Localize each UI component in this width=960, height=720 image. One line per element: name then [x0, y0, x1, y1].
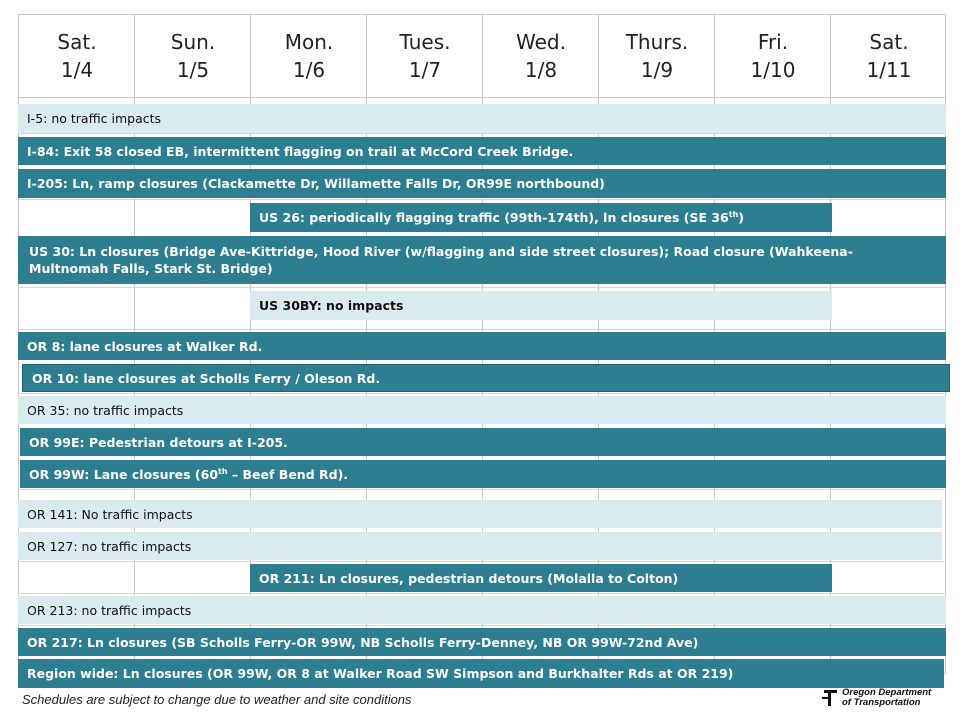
day-name: Wed. [516, 30, 566, 54]
day-date: 1/4 [60, 58, 94, 82]
row-divider [18, 625, 946, 626]
day-date: 1/5 [176, 58, 210, 82]
impact-text: I-84: Exit 58 closed EB, intermittent flagging on trail at McCord Creek Bridge. [27, 143, 574, 159]
impact-text: Region wide: Ln closures (OR 99W, OR 8 at Walker Road SW Simpson and Burkhalter Rds at OR 219) [27, 666, 734, 681]
day-header [19, 15, 135, 97]
row-divider [18, 561, 946, 562]
logo-line-1: Oregon Department [842, 687, 932, 698]
superscript: th [728, 209, 739, 219]
impact-text [259, 209, 744, 226]
odot-logo-icon [822, 689, 838, 707]
impact-text: US 30: Ln closures (Bridge Ave-Kittridge, Hood River (w/flagging and side street closures); Road closure (Wahkeena-Multnomah Falls, Stark St. Bridge) [29, 244, 853, 276]
impact-text: OR 99E: Pedestrian detours at I-205. [29, 434, 288, 450]
impact-bar-or99w [20, 460, 946, 488]
day-name: Tues. [399, 30, 451, 54]
row-divider [18, 329, 946, 330]
impact-bar-or141 [18, 500, 942, 528]
day-date: 1/10 [750, 58, 796, 82]
day-date: 1/7 [408, 58, 442, 82]
row-divider [18, 593, 946, 594]
impact-text-main: US 26: periodically flagging traffic (99th-174th), ln closures (SE 36 [259, 210, 729, 225]
impact-text: OR 141: No traffic impacts [27, 506, 193, 522]
day-header [599, 15, 715, 97]
impact-bar-or217 [18, 628, 946, 656]
odot-logo-text [842, 688, 931, 708]
impact-bar-region-wide [18, 659, 944, 688]
impact-bar-or127 [18, 532, 942, 560]
impact-text: OR 8: lane closures at Walker Rd. [27, 338, 263, 354]
impact-bar-or99e [20, 428, 946, 456]
impact-bar-us30 [18, 236, 946, 284]
impact-text: OR 211: Ln closures, pedestrian detours (Molalla to Colton) [259, 570, 679, 586]
day-name: Thurs. [625, 30, 689, 54]
day-header [831, 15, 947, 97]
day-header [483, 15, 599, 97]
impact-bar-or8 [18, 332, 946, 360]
impact-text: OR 10: lane closures at Scholls Ferry / Oleson Rd. [32, 370, 381, 386]
impact-bar-i5 [18, 104, 946, 133]
impact-bar-or213 [18, 596, 946, 624]
odot-logo [822, 688, 931, 708]
row-divider [18, 489, 946, 490]
day-name: Sat. [869, 30, 909, 54]
impact-bar-i84 [18, 137, 946, 165]
header-divider [19, 97, 945, 98]
impact-bar-i205 [18, 169, 946, 198]
impact-text-main: OR 99W: Lane closures (60 [29, 466, 219, 482]
day-name: Sun. [170, 30, 216, 54]
row-divider [18, 133, 946, 134]
impact-text: I-205: Ln, ramp closures (Clackamette Dr, Willamette Falls Dr, OR99E northbound) [27, 176, 605, 191]
impact-text: OR 35: no traffic impacts [27, 402, 184, 418]
day-name: Sat. [57, 30, 97, 54]
logo-line-2: of Transportation [842, 697, 921, 708]
disclaimer-text: Schedules are subject to change due to weather and site conditions [22, 692, 412, 707]
day-header [715, 15, 831, 97]
impact-bar-or211 [250, 564, 832, 592]
impact-bar-or35 [18, 396, 946, 424]
day-name: Fri. [757, 30, 789, 54]
day-name: Mon. [284, 30, 334, 54]
impact-text: I-5: no traffic impacts [27, 111, 162, 126]
impact-bar-us26 [250, 203, 832, 232]
day-date: 1/6 [292, 58, 326, 82]
day-date: 1/8 [524, 58, 558, 82]
impact-text [29, 466, 348, 483]
impact-text: OR 213: no traffic impacts [27, 602, 192, 618]
row-divider [18, 199, 946, 200]
superscript: th [218, 466, 228, 476]
day-header [367, 15, 483, 97]
impact-text-after: ) [738, 210, 745, 225]
impact-bar-us30by [250, 291, 832, 320]
impact-text-after: – Beef Bend Rd). [227, 466, 349, 482]
impact-text: OR 127: no traffic impacts [27, 538, 192, 554]
row-divider [18, 393, 946, 394]
day-date: 1/11 [866, 58, 912, 82]
day-header [135, 15, 251, 97]
impact-text: US 30BY: no impacts [259, 298, 404, 313]
day-header [251, 15, 367, 97]
day-date: 1/9 [640, 58, 674, 82]
impact-text: OR 217: Ln closures (SB Scholls Ferry-OR 99W, NB Scholls Ferry-Denney, NB OR 99W-72nd Ave) [27, 634, 699, 650]
row-divider [18, 287, 946, 288]
impact-bar-or10 [22, 364, 950, 392]
